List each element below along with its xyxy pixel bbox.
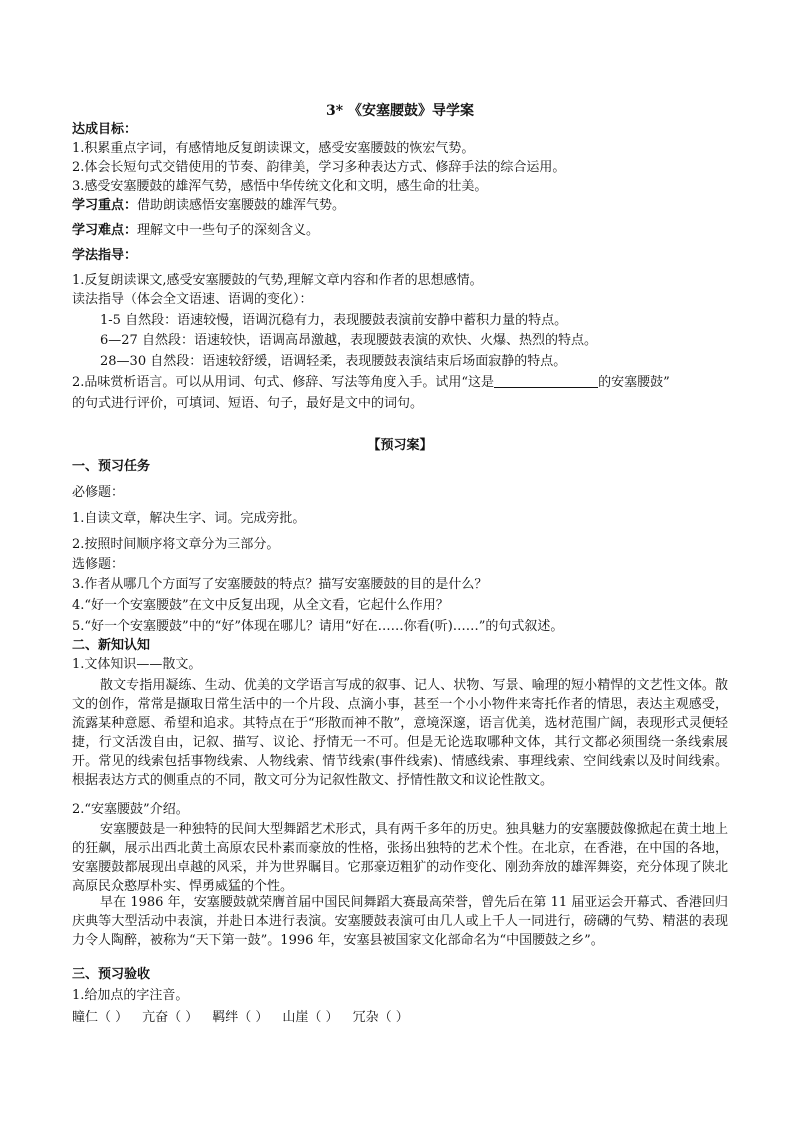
- difficulty-label: 学习难点：: [72, 223, 138, 238]
- pinyin-item[interactable]: 瞳仁（ ）: [72, 1010, 129, 1025]
- key-point-text: 借助朗读感悟安塞腰鼓的雄浑气势。: [137, 198, 346, 213]
- new-knowledge-heading: 二、新知认知: [72, 638, 151, 653]
- check-sub: 1.给加点的字注音。: [72, 988, 189, 1003]
- method-item-2-start: 2.品味赏析语言。可以从用词、句式、修辞、写法等角度入手。试用“这是: [72, 375, 495, 390]
- method-sub-item: 28—30 自然段：语速较舒缓，语调轻柔，表现腰鼓表演结束后场面寂静的特点。: [100, 354, 567, 369]
- method-item: 1.反复朗读课文,感受安塞腰鼓的气势,理解文章内容和作者的思想感情。: [72, 273, 483, 288]
- difficulty-text: 理解文中一些句子的深刻含义。: [137, 223, 320, 238]
- required-label: 必修题：: [72, 485, 125, 500]
- goal-item: 1.积累重点字词，有感情地反复朗读课文，感受安塞腰鼓的恢宏气势。: [72, 141, 475, 156]
- method-sub-item: 1-5 自然段：语速较慢，语调沉稳有力，表现腰鼓表演前安静中蓄积力量的特点。: [100, 313, 568, 328]
- key-point: [72, 197, 728, 215]
- knowledge-paragraph: 早在 1986 年，安塞腰鼓就荣膺首届中国民间舞蹈大赛最高荣誉，曾先后在第 11 届亚运会开幕式、香港回归庆典等大型活动中表演，并赴日本进行表演。安塞腰鼓表演可由几人或上千人一同进行，磅礴的气势、精湛的表现力令人陶醉，被称为“天下第一鼓”。1996 年，安塞县被国家文化部命名为“中国腰鼓之乡”。: [72, 895, 728, 948]
- method-item-2-end: 的安塞腰鼓”: [598, 375, 670, 390]
- method-guide: 读法指导（体会全文语速、语调的变化）：: [72, 292, 313, 307]
- page-title: 3* 《安塞腰鼓》导学案: [326, 103, 474, 119]
- pinyin-item[interactable]: 冗杂（ ）: [352, 1010, 409, 1025]
- key-point-label: 学习重点：: [72, 198, 138, 213]
- preview-heading: 【预习案】: [367, 438, 433, 453]
- knowledge-paragraph: 散文专指用凝练、生动、优美的文学语言写成的叙事、记人、状物、写景、喻理的短小精悍的文艺性文体。散文的创作，常常是撷取日常生活中的一个片段、点滴小事，甚至一个小小物件来寄托作者的情思，表达主观感受，流露某种意愿、希望和追求。其特点在于“形散而神不散”，意境深邃，语言优美，选材范围广阔，表现形式灵便轻捷，行文活泼自由，记叙、描写、议论、抒情无一不可。但是无论选取哪种文体，其行文都必须围绕一条线索展开。常见的线索包括事物线索、人物线索、情节线索(事件线索)、情感线索、事理线索、空间线索以及时间线索。根据表达方式的侧重点的不同，散文可分为记叙性散文、抒情性散文和议论性散文。: [72, 678, 728, 788]
- goals-heading: 达成目标：: [72, 122, 138, 137]
- required-item: 2.按照时间顺序将文章分为三部分。: [72, 537, 280, 552]
- method-sub-item: 6—27 自然段：语速较快，语调高昂激越，表现腰鼓表演的欢快、火爆、热烈的特点。: [100, 333, 597, 348]
- knowledge-sub: 2.“安塞腰鼓”介绍。: [72, 802, 189, 817]
- fill-blank[interactable]: [494, 375, 598, 388]
- optional-item: 5.“好一个安塞腰鼓”中的“好”体现在哪儿？请用“好在……你看(听)……”的句式叙述。: [72, 619, 564, 634]
- pinyin-row: [72, 1009, 728, 1027]
- knowledge-sub: 1.文体知识——散文。: [72, 657, 202, 672]
- method-heading: 学法指导：: [72, 248, 138, 263]
- goal-item: 3.感受安塞腰鼓的雄浑气势，感悟中华传统文化和文明，感生命的壮美。: [72, 179, 488, 194]
- pinyin-item[interactable]: 亢奋（ ）: [142, 1010, 199, 1025]
- pinyin-item[interactable]: 山崖（ ）: [282, 1010, 339, 1025]
- optional-item: 3.作者从哪几个方面写了安塞腰鼓的特点？描写安塞腰鼓的目的是什么？: [72, 577, 488, 592]
- method-item-2: [72, 374, 728, 392]
- pinyin-item[interactable]: 羁绊（ ）: [212, 1010, 269, 1025]
- difficulty: [72, 222, 728, 240]
- knowledge-paragraph: 安塞腰鼓是一种独特的民间大型舞蹈艺术形式，具有两千多年的历史。独具魅力的安塞腰鼓像掀起在黄土地上的狂飙，展示出西北黄土高原农民朴素而豪放的性格，张扬出独特的艺术个性。在北京，在香港，在中国的各地，安塞腰鼓都展现出卓越的风采，并为世界瞩目。它那豪迈粗犷的动作变化、刚劲奔放的雄浑舞姿，充分体现了陕北高原民众憨厚朴实、悍勇威猛的个性。: [72, 822, 728, 894]
- task-heading: 一、预习任务: [72, 459, 151, 474]
- check-heading: 三、预习验收: [72, 967, 151, 982]
- optional-item: 4.“好一个安塞腰鼓”在文中反复出现，从全文看，它起什么作用？: [72, 598, 449, 613]
- method-item-2-cont: 的句式进行评价，可填词、短语、句子，最好是文中的词句。: [72, 396, 424, 411]
- optional-label: 选修题：: [72, 557, 125, 572]
- goal-item: 2.体会长短句式交错使用的节奏、韵律美，学习多种表达方式、修辞手法的综合运用。: [72, 160, 566, 175]
- required-item: 1.自读文章，解决生字、词。完成旁批。: [72, 511, 306, 526]
